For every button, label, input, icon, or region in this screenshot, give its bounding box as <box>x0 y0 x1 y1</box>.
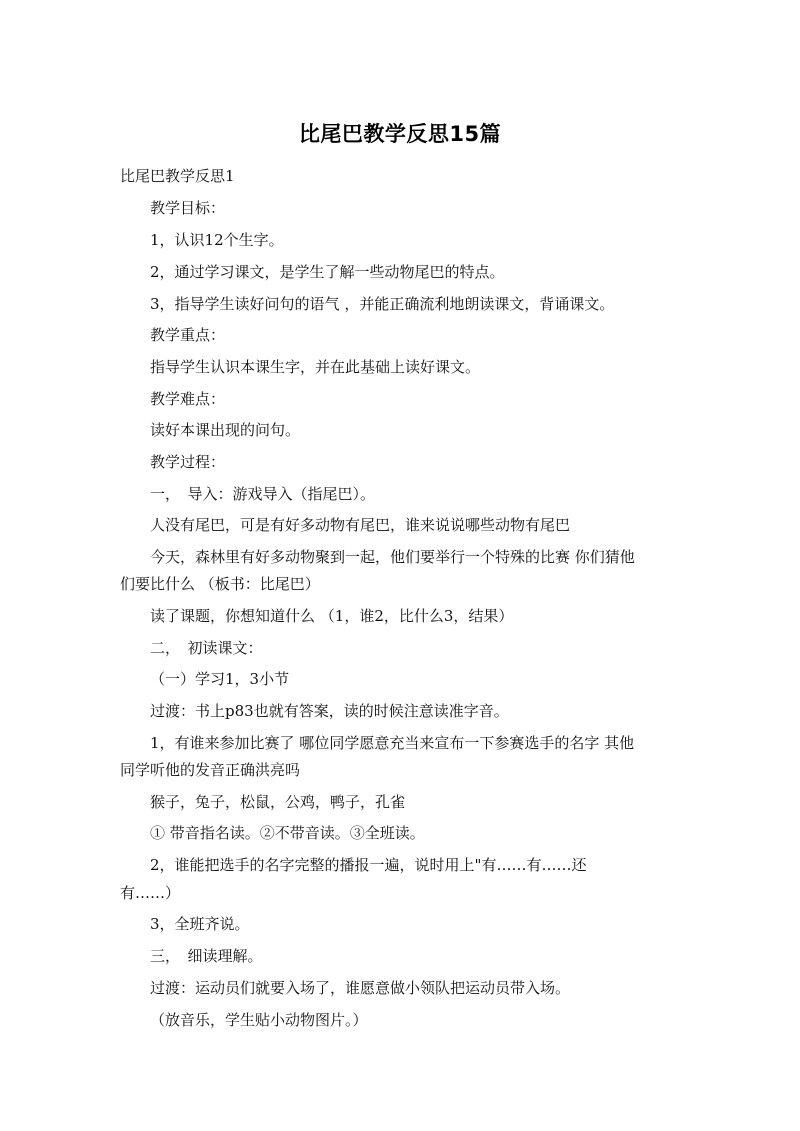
paragraph: 1，有谁来参加比赛了 哪位同学愿意充当来宣布一下参赛选手的名字 其他 <box>150 734 635 752</box>
heading-teaching-goals: 教学目标： <box>150 199 226 217</box>
paragraph-continuation: 有……） <box>120 884 181 902</box>
key-points-text: 指导学生认识本课生字，并在此基础上读好课文。 <box>150 358 481 376</box>
paragraph-continuation: 们要比什么 （板书：比尾巴） <box>120 575 320 593</box>
heading-process: 教学过程： <box>150 453 226 471</box>
heading-key-points: 教学重点： <box>150 326 226 344</box>
goal-item-1: 1，认识12个生字。 <box>150 231 284 249</box>
animal-list: 猴子，兔子，松鼠，公鸡，鸭子，孔雀 <box>150 793 406 811</box>
section-heading: 比尾巴教学反思1 <box>120 167 235 185</box>
paragraph: （放音乐，学生贴小动物图片。） <box>150 1011 368 1029</box>
paragraph: ① 带音指名读。②不带音读。③全班读。 <box>150 824 425 842</box>
paragraph: 3，全班齐说。 <box>150 915 250 933</box>
heading-difficulties: 教学难点： <box>150 390 226 408</box>
process-step-3: 三， 细读理解。 <box>150 947 263 965</box>
process-step-1: 一， 导入：游戏导入（指尾巴）。 <box>150 485 376 503</box>
paragraph-continuation: 同学听他的发音正确洪亮吗 <box>120 761 301 779</box>
process-step-2: 二， 初读课文： <box>150 639 263 657</box>
paragraph: 2，谁能把选手的名字完整的播报一遍，说时用上"有……有……还 <box>150 856 587 874</box>
paragraph: 今天，森林里有好多动物聚到一起，他们要举行一个特殊的比赛 你们猜他 <box>150 548 635 566</box>
paragraph: 人没有尾巴，可是有好多动物有尾巴，谁来说说哪些动物有尾巴 <box>150 516 571 534</box>
paragraph: 过渡：运动员们就要入场了，谁愿意做小领队把运动员带入场。 <box>150 979 571 997</box>
difficulties-text: 读好本课出现的问句。 <box>150 421 301 439</box>
subsection-heading: （一）学习1，3小节 <box>150 670 290 688</box>
paragraph: 读了课题，你想知道什么 （1，谁2，比什么3，结果） <box>150 607 514 625</box>
goal-item-3: 3，指导学生读好问句的语气 ，并能正确流利地朗读课文，背诵课文。 <box>150 295 615 313</box>
goal-item-2: 2，通过学习课文，是学生了解一些动物尾巴的特点。 <box>150 263 505 281</box>
paragraph: 过渡：书上p83也就有答案，读的时候注意读准字音。 <box>150 702 509 720</box>
document-title: 比尾巴教学反思15篇 <box>298 122 502 146</box>
